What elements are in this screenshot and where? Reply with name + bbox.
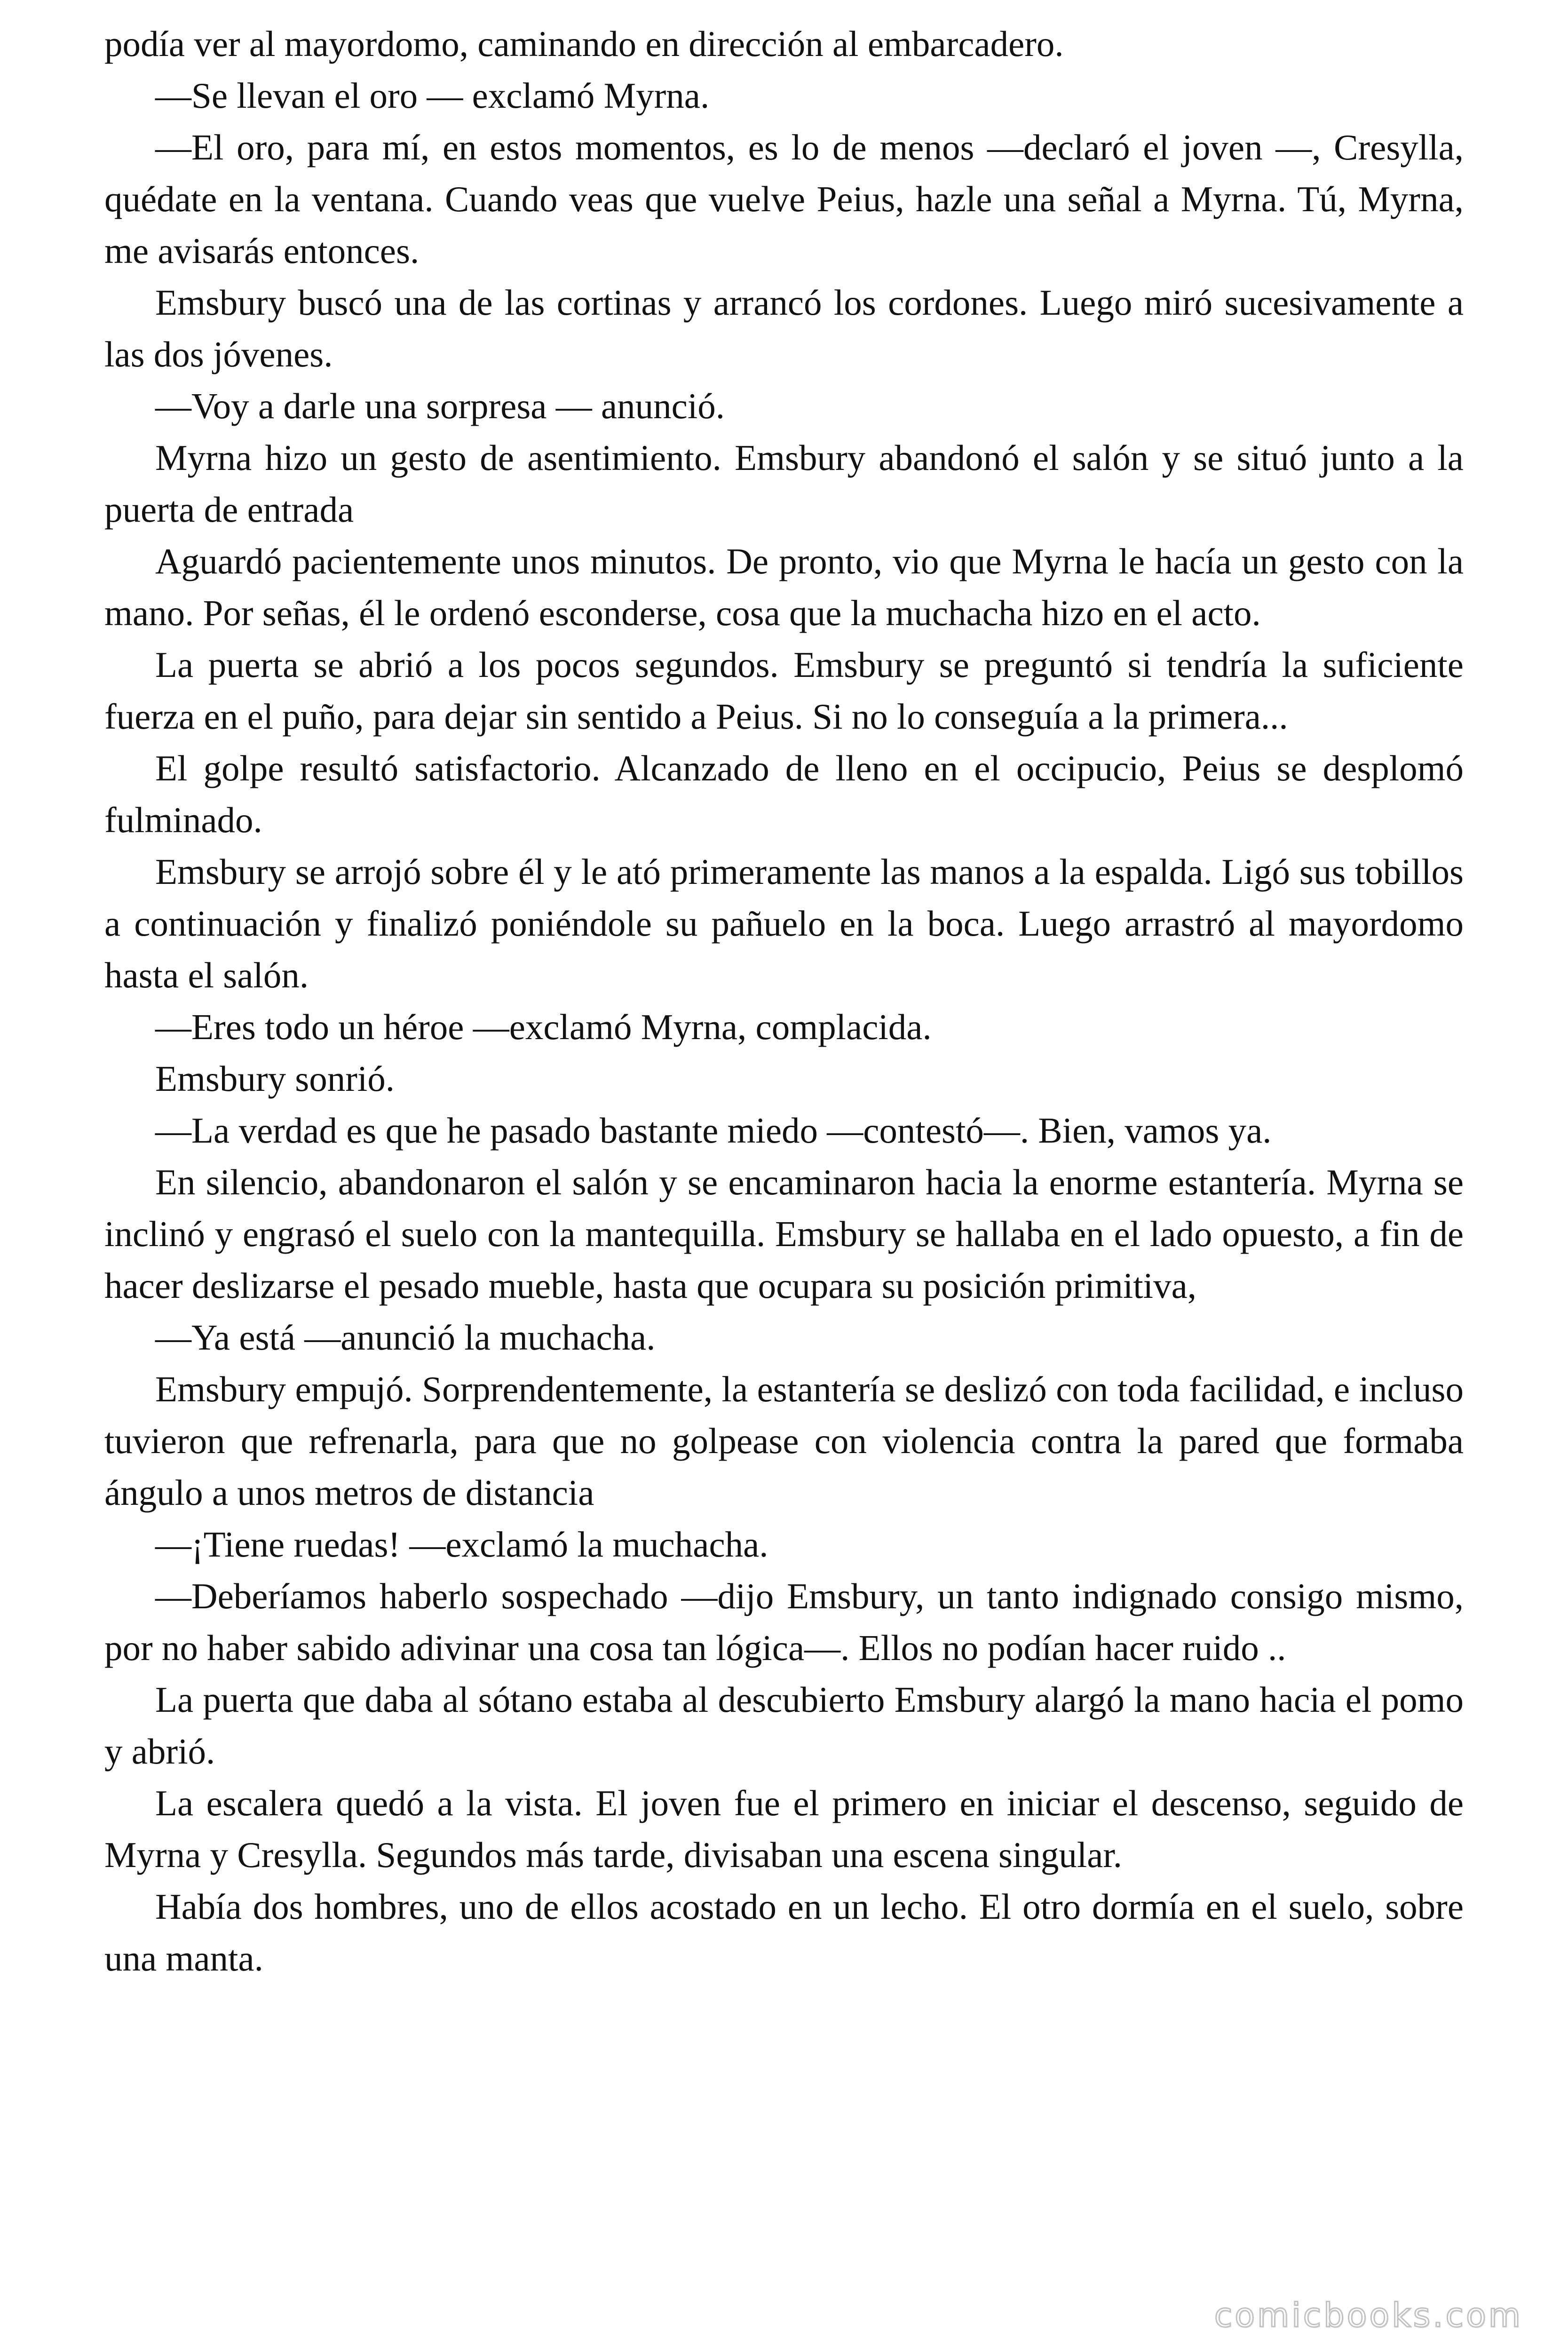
paragraph: En silencio, abandonaron el salón y se encaminaron hacia la enorme estantería. Myrna se inclinó y engrasó el suelo con la mantequilla. Emsbury se hallaba en el lado opuesto, a fin de hacer deslizarse el pesado mueble, hasta que ocupara su posición primitiva, (104, 1162, 1464, 1306)
paragraph: podía ver al mayordomo, caminando en dirección al embarcadero. (104, 24, 1064, 64)
paragraph: La escalera quedó a la vista. El joven fue el primero en iniciar el descenso, seguido de Myrna y Cresylla. Segundos más tarde, divisaban una escena singular. (104, 1783, 1464, 1875)
paragraph: Emsbury sonrió. (155, 1058, 395, 1099)
paragraph: —La verdad es que he pasado bastante miedo —contestó—. Bien, vamos ya. (155, 1110, 1272, 1151)
paragraph: Myrna hizo un gesto de asentimiento. Emsbury abandonó el salón y se situó junto a la puerta de entrada (104, 437, 1464, 530)
paragraph: Aguardó pacientemente unos minutos. De pronto, vio que Myrna le hacía un gesto con la mano. Por señas, él le ordenó esconderse, cosa que la muchacha hizo en el acto. (104, 541, 1464, 633)
document-page (104, 18, 1464, 1984)
paragraph: Emsbury empujó. Sorprendentemente, la estantería se deslizó con toda facilidad, e incluso tuvieron que refrenarla, para que no golpease con violencia contra la pared que formaba ángulo a unos metros de distancia (104, 1369, 1464, 1513)
paragraph: La puerta se abrió a los pocos segundos. Emsbury se preguntó si tendría la suficiente fuerza en el puño, para dejar sin sentido a Peius. Si no lo conseguía a la primera... (104, 644, 1464, 737)
watermark: comicbooks.com (1214, 2296, 1523, 2335)
paragraph: La puerta que daba al sótano estaba al descubierto Emsbury alargó la mano hacia el pomo y abrió. (104, 1679, 1464, 1772)
paragraph: —Ya está —anunció la muchacha. (155, 1317, 656, 1358)
paragraph: El golpe resultó satisfactorio. Alcanzado de lleno en el occipucio, Peius se desplomó fulminado. (104, 748, 1464, 840)
paragraph: Emsbury se arrojó sobre él y le ató primeramente las manos a la espalda. Ligó sus tobillos a continuación y finalizó poniéndole su pañuelo en la boca. Luego arrastró al mayordomo hasta el salón. (104, 851, 1464, 995)
paragraph: —El oro, para mí, en estos momentos, es lo de menos —declaró el joven —, Cresylla, quédate en la ventana. Cuando veas que vuelve Peius, hazle una señal a Myrna. Tú, Myrna, me avisarás entonces. (104, 127, 1464, 271)
paragraph: —¡Tiene ruedas! —exclamó la muchacha. (155, 1524, 768, 1565)
paragraph: —Se llevan el oro — exclamó Myrna. (155, 75, 710, 116)
paragraph: Había dos hombres, uno de ellos acostado en un lecho. El otro dormía en el suelo, sobre una manta. (104, 1886, 1464, 1979)
paragraph: —Deberíamos haberlo sospechado —dijo Emsbury, un tanto indignado consigo mismo, por no haber sabido adivinar una cosa tan lógica—. Ellos no podían hacer ruido .. (104, 1576, 1464, 1668)
paragraph: —Eres todo un héroe —exclamó Myrna, complacida. (155, 1007, 932, 1047)
paragraph: —Voy a darle una sorpresa — anunció. (155, 386, 725, 426)
paragraph: Emsbury buscó una de las cortinas y arrancó los cordones. Luego miró sucesivamente a las dos jóvenes. (104, 282, 1464, 374)
